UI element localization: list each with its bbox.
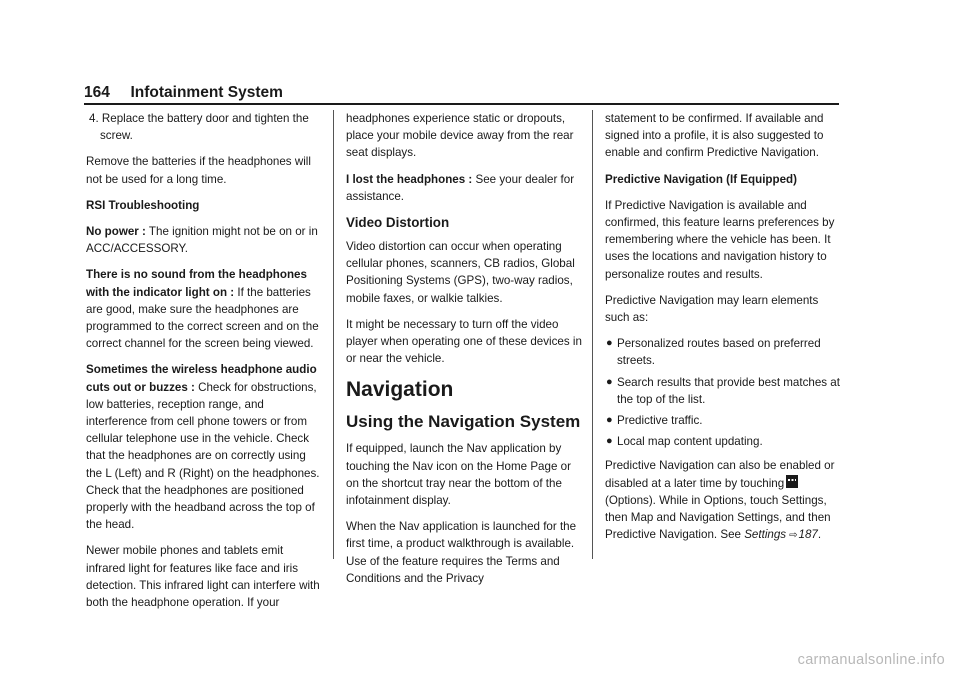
predictive-navigation-paragraph-1: If Predictive Navigation is available and confirmed, this feature learns preferences by remembering where the vehicle has been. It uses the locations and navigation history to personalize routes and results. (605, 198, 835, 281)
audio-cutout-item (86, 361, 322, 533)
watermark: carmanualsonline.info (797, 652, 945, 668)
navigation-heading: Navigation (346, 378, 454, 402)
bullet-icon: ● (606, 414, 613, 427)
column-divider (592, 110, 593, 559)
privacy-statement-paragraph: statement to be confirmed. If available and signed into a profile, it is also suggested to enable and confirm Predictive Navigation. (605, 112, 824, 160)
video-distortion-paragraph-2: It might be necessary to turn off the video player when operating one of these devices in or near the vehicle. (346, 317, 582, 366)
no-power-label: No power : (86, 225, 146, 239)
remove-batteries-paragraph: Remove the batteries if the headphones will not be used for a long time. (86, 155, 311, 186)
column-1 (86, 110, 322, 620)
no-sound-label: There is no sound from the headphones with the indicator light on : (86, 268, 307, 299)
step-4: 4. Replace the battery door and tighten the screw. (89, 112, 309, 143)
static-dropouts-paragraph: headphones experience static or dropouts, place your mobile device away from the rear seat displays. (346, 112, 574, 160)
video-distortion-paragraph-1: Video distortion can occur when operating cellular phones, scanners, CB radios, Global Positioning Systems (GPS), two-way radios, mobile faxes, or walkie talkies. (346, 240, 575, 305)
settings-page-ref[interactable]: 187 (798, 528, 818, 542)
lost-headphones-label: I lost the headphones : (346, 172, 473, 186)
no-sound-item (86, 266, 322, 352)
list-item: ● Search results that provide best matches at the top of the list. (606, 375, 840, 406)
page-number: 164 (84, 84, 110, 101)
predictive-elements-list (605, 335, 841, 450)
no-power-item (86, 223, 322, 257)
page-header (84, 82, 839, 104)
audio-cutout-label: Sometimes the wireless headphone audio cuts out or buzzes : (86, 363, 317, 394)
no-power-text: The ignition might not be on or in ACC/ACCESSORY. (86, 225, 318, 256)
newer-phones-paragraph: Newer mobile phones and tablets emit infrared light for features like face and iris detection. This infrared light can interfere with both the headphone operation. If your (86, 544, 320, 610)
settings-link[interactable]: Settings (744, 528, 787, 542)
page-reference-arrow-icon: ⇨ (789, 530, 798, 542)
column-3 (605, 110, 841, 553)
list-item: ● Personalized routes based on preferred streets. (606, 337, 821, 368)
bullet-icon: ● (606, 375, 613, 388)
enable-predictive-paragraph: Predictive Navigation can also be enabled or disabled at a later time by touching (Options). While in Options, touch Settings, then Map and Navigation Settings, and then Predictive Navigation. See Settings ⇨187. (605, 459, 835, 542)
audio-cutout-text: Check for obstructions, low batteries, reception range, and interference from cell phone towers or from cellular telephone use in the vehicle. Check that the headphones are on correctly using the L (Left) and R (Right) on the headphones. Check that the headphones are positioned properly with the headband across the top of the head. (86, 380, 320, 532)
rsi-troubleshooting-heading: RSI Troubleshooting (86, 198, 200, 212)
bullet-icon: ● (606, 435, 613, 448)
header-divider (84, 103, 839, 105)
list-item: ● Predictive traffic. (605, 412, 841, 429)
lost-headphones-item (346, 171, 582, 205)
column-2 (346, 110, 582, 596)
no-sound-text: If the batteries are good, make sure the headphones are programmed to the correct screen and on the correct channel for the screen being viewed. (86, 285, 319, 351)
launch-nav-paragraph: If equipped, launch the Nav application by touching the Nav icon on the Home Page or on the shortcut tray near the bottom of the infotainment display. (346, 442, 571, 508)
options-icon (786, 475, 798, 488)
page-title: Infotainment System (130, 84, 283, 101)
video-distortion-heading: Video Distortion (346, 215, 450, 231)
using-navigation-heading: Using the Navigation System (346, 412, 581, 432)
lost-headphones-text: See your dealer for assistance. (346, 172, 575, 203)
list-item: ● Local map content updating. (605, 433, 841, 450)
bullet-icon: ● (606, 337, 613, 350)
column-divider (333, 110, 334, 559)
predictive-navigation-paragraph-2: Predictive Navigation may learn elements such as: (605, 293, 819, 325)
walkthrough-paragraph: When the Nav application is launched for the first time, a product walkthrough is available. Use of the feature requires the Terms and Conditions and the Privacy (346, 520, 577, 585)
predictive-navigation-heading: Predictive Navigation (If Equipped) (605, 172, 797, 186)
